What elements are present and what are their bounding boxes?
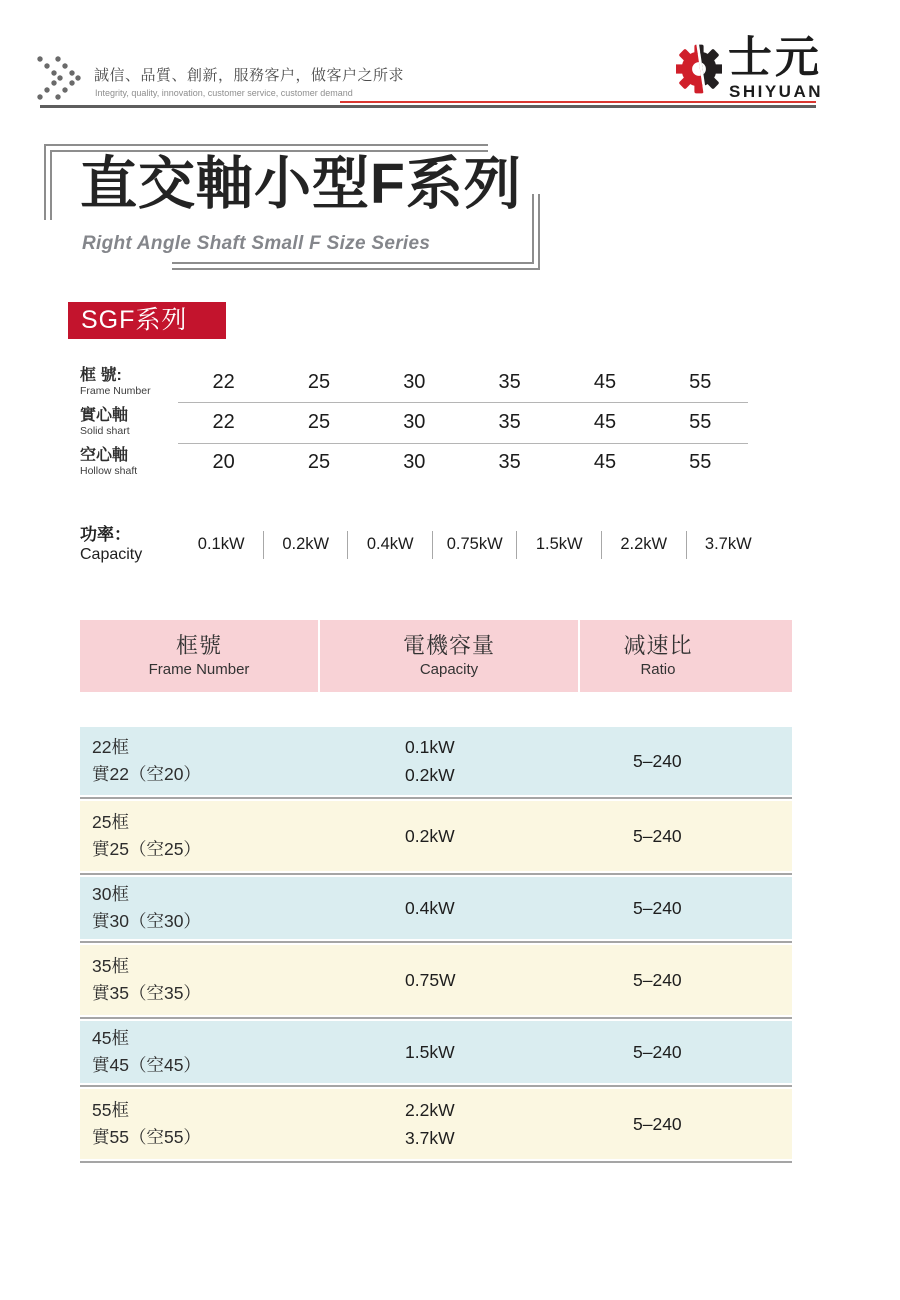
header-divider-gray xyxy=(40,105,816,108)
header-cell-frame-number xyxy=(80,620,318,692)
capacity-value: 0.2kW xyxy=(282,535,330,553)
brand-name-en: SHIYUAN xyxy=(729,82,824,101)
frame-line2: 實45（空45） xyxy=(92,1055,201,1075)
company-slogan-cn: 誠信、品質、創新，服務客户，做客户之所求 xyxy=(94,67,405,84)
capacity-line: 3.7kW xyxy=(405,1128,455,1148)
ratio-cell: 5–240 xyxy=(633,969,682,990)
capacity-cell xyxy=(405,1038,633,1066)
spec-label-en: Solid shart xyxy=(80,424,130,437)
frame-line2: 實35（空35） xyxy=(92,983,201,1003)
page-subtitle: Right Angle Shaft Small F Size Series xyxy=(82,233,431,254)
spec-values xyxy=(176,411,748,434)
spec-value: 25 xyxy=(307,370,331,393)
spec-row-label xyxy=(80,367,176,398)
spec-row-frame-number xyxy=(80,362,748,402)
frame-line2: 實30（空30） xyxy=(92,911,201,931)
spec-label-cn: 實心軸 xyxy=(80,406,129,424)
capacity-cell xyxy=(405,1096,633,1152)
header-cell-ratio xyxy=(580,620,792,692)
row-separator xyxy=(80,1085,792,1087)
ratio-cell: 5–240 xyxy=(633,825,682,846)
capacity-cell xyxy=(405,966,633,994)
capacity-cell xyxy=(405,733,633,789)
row-separator xyxy=(80,1017,792,1019)
spec-values xyxy=(176,451,748,474)
table-row xyxy=(80,801,792,871)
frame-line1: 45框 xyxy=(92,1028,129,1048)
row-separator xyxy=(80,941,792,943)
frame-cell xyxy=(80,1025,405,1079)
capacity-cell xyxy=(405,822,633,850)
ratio-cell: 5–240 xyxy=(633,897,682,918)
spec-separator xyxy=(178,443,748,444)
spec-value: 25 xyxy=(307,450,331,473)
ratings-table-body xyxy=(80,727,792,1165)
row-separator xyxy=(80,797,792,799)
frame-line1: 35框 xyxy=(92,956,129,976)
spec-value: 45 xyxy=(593,410,617,433)
frame-line1: 30框 xyxy=(92,884,129,904)
spec-row-label xyxy=(80,447,176,478)
capacity-line: 0.2kW xyxy=(405,765,455,785)
spec-row-label xyxy=(80,407,176,438)
capacity-strip xyxy=(80,524,770,565)
spec-label-en: Hollow shaft xyxy=(80,464,138,477)
capacity-value: 3.7kW xyxy=(704,535,752,553)
capacity-value: 1.5kW xyxy=(535,535,583,553)
spec-separator xyxy=(178,402,748,403)
spec-row-solid-shaft xyxy=(80,402,748,442)
table-row xyxy=(80,1021,792,1083)
capacity-value: 0.75kW xyxy=(446,535,503,553)
capacity-value: 2.2kW xyxy=(620,535,668,553)
table-row xyxy=(80,945,792,1015)
capacity-line: 0.75W xyxy=(405,970,456,990)
spec-values xyxy=(176,371,748,394)
spec-value: 30 xyxy=(403,450,426,473)
frame-cell xyxy=(80,809,405,863)
capacity-line: 0.4kW xyxy=(405,898,455,918)
capacity-value: 0.1kW xyxy=(197,535,245,553)
spec-value: 25 xyxy=(307,410,331,433)
frame-cell xyxy=(80,1097,405,1151)
spec-value: 35 xyxy=(498,410,521,433)
header-cell-inner xyxy=(623,632,692,680)
ratio-cell: 5–240 xyxy=(633,750,682,771)
capacity-label xyxy=(80,524,179,565)
table-row xyxy=(80,877,792,939)
frame-line2: 實25（空25） xyxy=(92,839,201,859)
spec-label-cn: 框 號: xyxy=(80,366,122,384)
capacity-line: 0.2kW xyxy=(405,826,455,846)
series-badge: SGF系列 xyxy=(68,302,226,339)
brand-name-cn: 士元 xyxy=(728,33,822,82)
header-cell-capacity xyxy=(320,620,578,692)
spec-row-hollow-shaft xyxy=(80,442,748,482)
spec-value: 20 xyxy=(212,450,235,473)
row-separator xyxy=(80,1161,792,1163)
spec-value: 22 xyxy=(212,370,235,393)
header-divider-red xyxy=(340,101,816,103)
spec-value: 22 xyxy=(212,410,235,433)
frame-line2: 實22（空20） xyxy=(92,764,201,784)
header-cell-cn: 電機容量 xyxy=(402,633,495,658)
spec-value: 30 xyxy=(403,370,426,393)
header-cell-en: Frame Number xyxy=(148,661,250,678)
ratio-cell: 5–240 xyxy=(633,1113,682,1134)
row-separator xyxy=(80,873,792,875)
capacity-line: 1.5kW xyxy=(405,1042,455,1062)
spec-value: 30 xyxy=(403,410,426,433)
spec-value: 45 xyxy=(593,450,617,473)
frame-line2: 實55（空55） xyxy=(92,1127,201,1147)
spec-value: 55 xyxy=(689,370,712,393)
header-cell-en: Capacity xyxy=(419,661,479,678)
spec-value: 45 xyxy=(593,370,617,393)
table-header xyxy=(80,620,792,692)
spec-value: 55 xyxy=(689,410,712,433)
capacity-cell xyxy=(405,894,633,922)
chevron-dots-icon xyxy=(36,56,82,100)
capacity-line: 0.1kW xyxy=(405,737,455,757)
header-cell-cn: 框號 xyxy=(175,633,222,658)
table-row xyxy=(80,1089,792,1159)
spec-value: 55 xyxy=(689,450,712,473)
capacity-label-cn: 功率： xyxy=(80,525,131,544)
spec-value: 35 xyxy=(498,370,521,393)
capacity-line: 2.2kW xyxy=(405,1100,455,1120)
spec-label-cn: 空心軸 xyxy=(80,446,129,464)
frame-line1: 22框 xyxy=(92,737,129,757)
capacity-value: 0.4kW xyxy=(366,535,414,553)
ratio-cell: 5–240 xyxy=(633,1041,682,1062)
frame-line1: 55框 xyxy=(92,1100,129,1120)
spec-label-en: Frame Number xyxy=(80,384,151,397)
gear-logo-icon xyxy=(676,42,722,96)
company-slogan-en: Integrity, quality, innovation, customer service, customer demand xyxy=(95,88,353,98)
page-title: 直交軸小型F系列 xyxy=(80,152,522,216)
frame-cell xyxy=(80,881,405,935)
frame-cell xyxy=(80,734,405,788)
spec-value: 35 xyxy=(498,450,521,473)
frame-cell xyxy=(80,953,405,1007)
frame-line1: 25框 xyxy=(92,812,129,832)
header-cell-cn: 减速比 xyxy=(623,633,693,658)
spec-matrix xyxy=(80,362,748,482)
table-row xyxy=(80,727,792,795)
capacity-label-en: Capacity xyxy=(80,546,143,563)
header-cell-en: Ratio xyxy=(640,661,676,678)
